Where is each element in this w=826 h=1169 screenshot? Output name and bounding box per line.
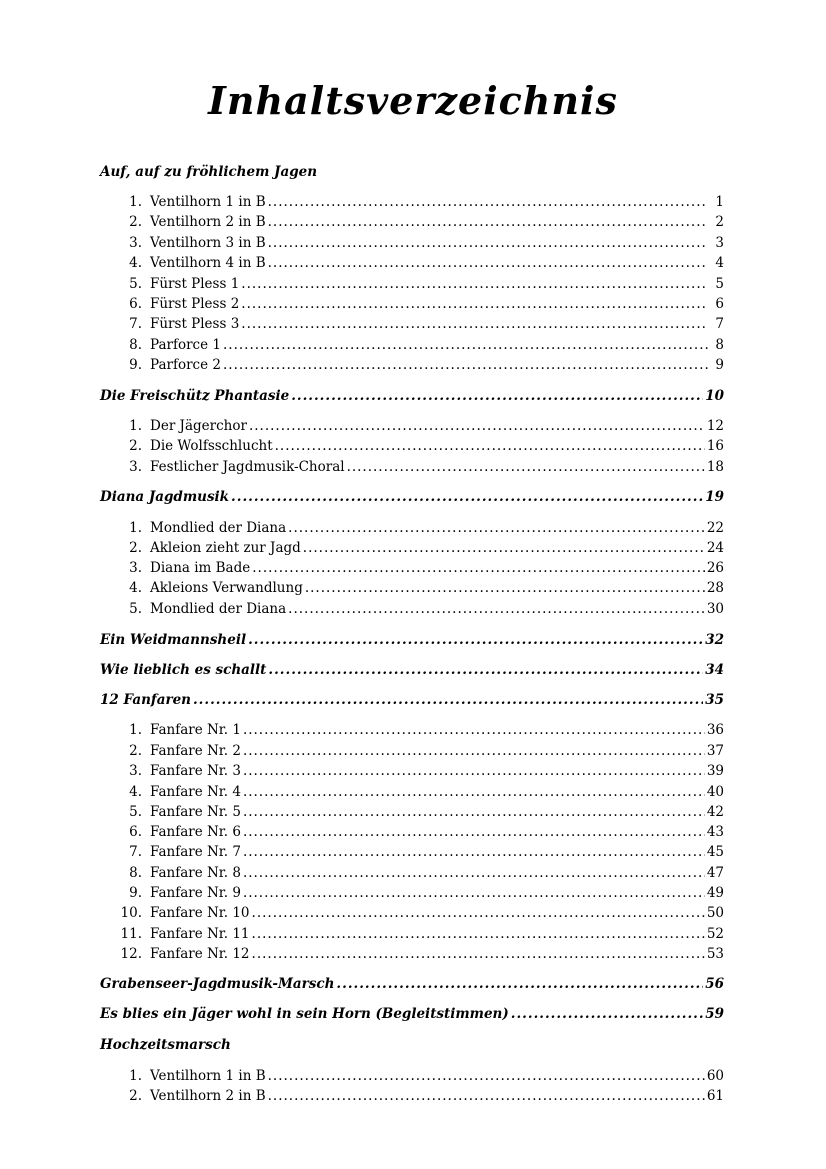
dot-leader	[268, 212, 708, 232]
toc-item-number: 5.	[129, 601, 142, 617]
toc-page-number: 19	[705, 489, 724, 505]
toc-item-title: Der Jägerchor	[150, 418, 247, 434]
toc-item-number: 2.	[129, 438, 142, 454]
dot-leader	[243, 842, 705, 862]
toc-item-title: Ventilhorn 4 in B	[150, 255, 266, 271]
toc-item-number: 2.	[129, 214, 142, 230]
toc-item[interactable]	[100, 192, 724, 212]
toc-item-number: 1.	[129, 1068, 142, 1084]
dot-leader	[248, 630, 703, 650]
toc-item-title: Fanfare Nr. 2	[150, 743, 241, 759]
toc-page-number: 7	[715, 316, 724, 332]
dot-leader	[249, 416, 705, 436]
toc-page-number: 36	[706, 722, 724, 738]
toc-item[interactable]	[100, 863, 724, 883]
toc-item-number: 1.	[129, 194, 142, 210]
dot-leader	[243, 802, 705, 822]
toc-item[interactable]	[100, 578, 724, 598]
toc-item-number: 7.	[129, 316, 142, 332]
dot-leader	[303, 538, 705, 558]
toc-item[interactable]	[100, 599, 724, 619]
dot-leader	[268, 660, 703, 680]
toc-item[interactable]	[100, 720, 724, 740]
toc-section-title: Wie lieblich es schallt	[100, 662, 267, 678]
toc-item-title: Diana im Bade	[150, 560, 251, 576]
dot-leader	[243, 883, 705, 903]
toc-page-number: 8	[715, 337, 724, 353]
toc-item-title: Parforce 2	[150, 357, 221, 373]
toc-item-title: Akleions Verwandlung	[150, 580, 303, 596]
toc-section[interactable]	[100, 1004, 724, 1024]
toc-section-title: Ein Weidmannsheil	[100, 632, 247, 648]
toc-section[interactable]	[100, 386, 724, 406]
toc-page-number: 49	[706, 885, 724, 901]
toc-page-number: 9	[715, 357, 724, 373]
toc-item-title: Fanfare Nr. 11	[150, 926, 250, 942]
toc-item-title: Fanfare Nr. 4	[150, 784, 241, 800]
toc-item-number: 10.	[120, 905, 142, 921]
dot-leader	[268, 192, 708, 212]
toc-item-title: Fanfare Nr. 5	[150, 804, 241, 820]
toc-item-number: 1.	[129, 722, 142, 738]
toc-page-number: 5	[715, 276, 724, 292]
dot-leader	[241, 274, 708, 294]
toc-item[interactable]	[100, 538, 724, 558]
toc-page-number: 18	[706, 459, 724, 475]
toc-section-title: Die Freischütz Phantasie	[100, 388, 290, 404]
dot-leader	[288, 518, 705, 538]
toc-page-number: 59	[705, 1006, 724, 1022]
toc-page-number: 26	[706, 560, 724, 576]
toc-page-number: 40	[706, 784, 724, 800]
toc-item-title: Festlicher Jagdmusik-Choral	[150, 459, 345, 475]
dot-leader	[347, 457, 705, 477]
toc-item-number: 4.	[129, 255, 142, 271]
toc-page-number: 30	[706, 601, 724, 617]
toc-item[interactable]	[100, 1066, 724, 1086]
toc-item-title: Fanfare Nr. 6	[150, 824, 241, 840]
dot-leader	[243, 720, 705, 740]
toc-item-title: Fanfare Nr. 10	[150, 905, 250, 921]
toc-item-number: 3.	[129, 763, 142, 779]
toc-page-number: 34	[705, 662, 724, 678]
toc-item[interactable]	[100, 314, 724, 334]
toc-item-title: Fanfare Nr. 7	[150, 844, 241, 860]
dot-leader	[336, 974, 703, 994]
toc-item-title: Ventilhorn 2 in B	[150, 1088, 266, 1104]
toc-item-number: 8.	[129, 337, 142, 353]
toc-item[interactable]	[100, 842, 724, 862]
dot-leader	[252, 903, 705, 923]
toc-page-number: 42	[706, 804, 724, 820]
toc-item-number: 2.	[129, 540, 142, 556]
dot-leader	[243, 863, 705, 883]
toc-section-title: Hochzeitsmarsch	[100, 1037, 231, 1053]
dot-leader	[252, 924, 705, 944]
toc-item-title: Fanfare Nr. 8	[150, 865, 241, 881]
toc-item-number: 9.	[129, 357, 142, 373]
toc-item-number: 7.	[129, 844, 142, 860]
toc-item-title: Fanfare Nr. 12	[150, 946, 250, 962]
toc-page-number: 37	[706, 743, 724, 759]
dot-leader	[268, 253, 708, 273]
toc-page-number: 52	[706, 926, 724, 942]
toc-page-number: 4	[715, 255, 724, 271]
toc-section-title: Diana Jagdmusik	[100, 489, 230, 505]
toc-item-title: Ventilhorn 3 in B	[150, 235, 266, 251]
toc-page-number: 22	[706, 520, 724, 536]
page-title: Inhaltsverzeichnis	[208, 78, 618, 123]
dot-leader	[268, 1066, 705, 1086]
dot-leader	[193, 690, 703, 710]
dot-leader	[288, 599, 705, 619]
dot-leader	[223, 335, 708, 355]
toc-item-number: 1.	[129, 520, 142, 536]
dot-leader	[243, 741, 705, 761]
toc-item[interactable]	[100, 416, 724, 436]
toc-item-number: 12.	[120, 946, 142, 962]
dot-leader	[243, 761, 705, 781]
toc-item[interactable]	[100, 761, 724, 781]
toc-page-number: 10	[705, 388, 724, 404]
dot-leader	[268, 233, 708, 253]
dot-leader	[268, 1086, 705, 1106]
toc-item-number: 3.	[129, 560, 142, 576]
toc-page-number: 45	[706, 844, 724, 860]
toc-item-number: 2.	[129, 743, 142, 759]
toc-section[interactable]	[100, 660, 724, 680]
toc-item-number: 1.	[129, 418, 142, 434]
toc-item-title: Mondlied der Diana	[150, 601, 287, 617]
toc-item-number: 9.	[129, 885, 142, 901]
toc-item-title: Parforce 1	[150, 337, 221, 353]
toc-section-title: Grabenseer-Jagdmusik-Marsch	[100, 976, 335, 992]
toc-item-title: Fürst Pless 3	[150, 316, 240, 332]
toc-page-number: 35	[705, 692, 724, 708]
toc-page-number: 32	[705, 632, 724, 648]
toc-item[interactable]	[100, 558, 724, 578]
toc-page-number: 60	[706, 1068, 724, 1084]
toc-item-number: 5.	[129, 804, 142, 820]
toc-section-title: 12 Fanfaren	[100, 692, 191, 708]
toc-page-number: 56	[705, 976, 724, 992]
toc-item-title: Ventilhorn 1 in B	[150, 194, 266, 210]
dot-leader	[511, 1004, 703, 1024]
toc-item[interactable]	[100, 883, 724, 903]
toc-item[interactable]	[100, 802, 724, 822]
toc-item[interactable]	[100, 518, 724, 538]
toc-item[interactable]	[100, 355, 724, 375]
toc-item-title: Mondlied der Diana	[150, 520, 287, 536]
toc-item-title: Ventilhorn 2 in B	[150, 214, 266, 230]
dot-leader	[252, 558, 705, 578]
toc-page-number: 2	[715, 214, 724, 230]
toc-item[interactable]	[100, 233, 724, 253]
toc-item-number: 6.	[129, 824, 142, 840]
toc-page-number: 12	[706, 418, 724, 434]
toc-section-title: Es blies ein Jäger wohl in sein Horn (Begleitstimmen)	[100, 1006, 509, 1022]
toc-page-number: 53	[706, 946, 724, 962]
toc-item-number: 11.	[120, 926, 142, 942]
table-of-contents	[100, 0, 724, 1169]
toc-item-number: 6.	[129, 296, 142, 312]
toc-page-number: 39	[706, 763, 724, 779]
toc-section-title: Auf, auf zu fröhlichem Jagen	[100, 164, 318, 180]
dot-leader	[231, 487, 703, 507]
toc-item[interactable]	[100, 212, 724, 232]
dot-leader	[291, 386, 703, 406]
toc-item[interactable]	[100, 274, 724, 294]
toc-item[interactable]	[100, 782, 724, 802]
dot-leader	[243, 822, 705, 842]
dot-leader	[241, 314, 708, 334]
toc-item[interactable]	[100, 436, 724, 456]
toc-page-number: 47	[706, 865, 724, 881]
toc-item[interactable]	[100, 822, 724, 842]
toc-section[interactable]	[100, 162, 724, 182]
toc-page-number: 24	[706, 540, 724, 556]
toc-section[interactable]	[100, 630, 724, 650]
dot-leader	[241, 294, 708, 314]
toc-item[interactable]	[100, 924, 724, 944]
toc-item-title: Fürst Pless 1	[150, 276, 240, 292]
toc-item-title: Akleion zieht zur Jagd	[150, 540, 301, 556]
toc-page-number: 61	[706, 1088, 724, 1104]
toc-item-title: Fanfare Nr. 1	[150, 722, 241, 738]
toc-section[interactable]	[100, 487, 724, 507]
toc-section[interactable]	[100, 690, 724, 710]
toc-item[interactable]	[100, 944, 724, 964]
toc-item[interactable]	[100, 294, 724, 314]
toc-page-number: 16	[706, 438, 724, 454]
toc-item-title: Fanfare Nr. 3	[150, 763, 241, 779]
toc-item-title: Die Wolfsschlucht	[150, 438, 273, 454]
toc-item-number: 3.	[129, 235, 142, 251]
toc-item-number: 3.	[129, 459, 142, 475]
toc-item[interactable]	[100, 457, 724, 477]
toc-section[interactable]	[100, 974, 724, 994]
toc-item[interactable]	[100, 253, 724, 273]
toc-item-title: Fürst Pless 2	[150, 296, 240, 312]
toc-item-number: 2.	[129, 1088, 142, 1104]
dot-leader	[252, 944, 705, 964]
toc-item[interactable]	[100, 335, 724, 355]
toc-item[interactable]	[100, 1086, 724, 1106]
toc-item-number: 5.	[129, 276, 142, 292]
toc-item-title: Ventilhorn 1 in B	[150, 1068, 266, 1084]
toc-page-number: 1	[715, 194, 724, 210]
toc-item-number: 4.	[129, 580, 142, 596]
toc-item-number: 4.	[129, 784, 142, 800]
toc-page-number: 28	[706, 580, 724, 596]
toc-page-number: 43	[706, 824, 724, 840]
dot-leader	[223, 355, 708, 375]
toc-item-title: Fanfare Nr. 9	[150, 885, 241, 901]
toc-page-number: 3	[715, 235, 724, 251]
toc-item[interactable]	[100, 741, 724, 761]
toc-page-number: 50	[706, 905, 724, 921]
dot-leader	[275, 436, 705, 456]
dot-leader	[243, 782, 705, 802]
toc-item[interactable]	[100, 903, 724, 923]
toc-page-number: 6	[715, 296, 724, 312]
dot-leader	[305, 578, 705, 598]
toc-section[interactable]	[100, 1035, 724, 1055]
toc-item-number: 8.	[129, 865, 142, 881]
